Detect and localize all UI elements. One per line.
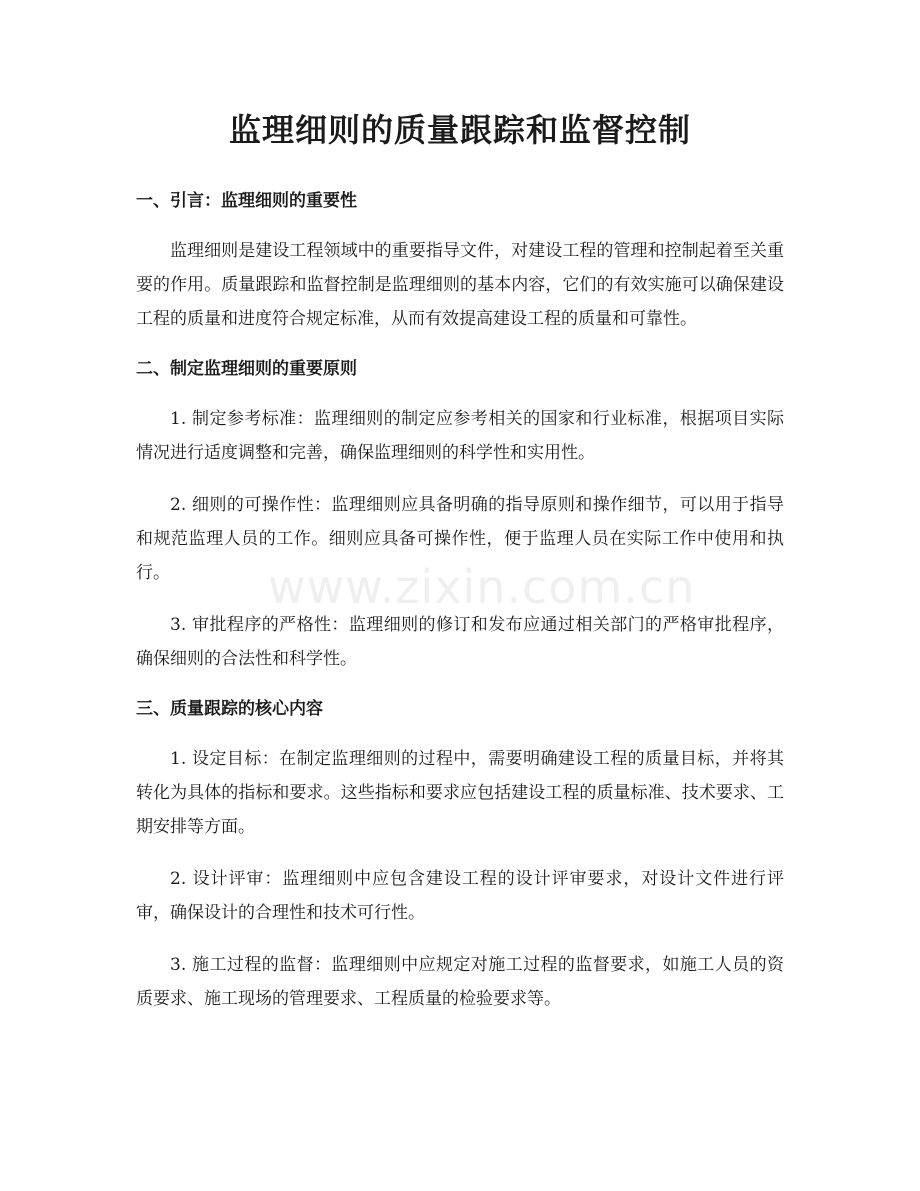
paragraph: 1. 制定参考标准：监理细则的制定应参考相关的国家和行业标准，根据项目实际情况进行适度调整和完善，确保监理细则的科学性和实用性。 (136, 409, 784, 463)
section-quality-tracking (136, 694, 784, 1016)
paragraph: 3. 审批程序的严格性：监理细则的修订和发布应通过相关部门的严格审批程序，确保细则的合法性和科学性。 (136, 615, 784, 669)
paragraph: 1. 设定目标：在制定监理细则的过程中，需要明确建设工程的质量目标，并将其转化为具体的指标和要求。这些指标和要求应包括建设工程的质量标准、技术要求、工期安排等方面。 (136, 749, 784, 837)
paragraph: 2. 设计评审：监理细则中应包含建设工程的设计评审要求，对设计文件进行评审，确保设计的合理性和技术可行性。 (136, 869, 784, 923)
section-heading: 二、制定监理细则的重要原则 (136, 359, 357, 379)
document-title: 监理细则的质量跟踪和监督控制 (228, 111, 691, 149)
document-body (136, 186, 784, 1034)
watermark: www.zixin.com.cn (268, 560, 696, 614)
paragraph: 2. 细则的可操作性：监理细则应具备明确的指导原则和操作细节，可以用于指导和规范监理人员的工作。细则应具备可操作性，便于监理人员在实际工作中使用和执行。 (136, 495, 784, 583)
section-principles (136, 354, 784, 676)
paragraph: 监理细则是建设工程领域中的重要指导文件，对建设工程的管理和控制起着至关重要的作用。质量跟踪和监督控制是监理细则的基本内容，它们的有效实施可以确保建设工程的质量和进度符合规定标准，从而有效提高建设工程的质量和可靠性。 (136, 241, 784, 329)
section-heading: 三、质量跟踪的核心内容 (136, 699, 323, 719)
paragraph: 3. 施工过程的监督：监理细则中应规定对施工过程的监督要求，如施工人员的资质要求、施工现场的管理要求、工程质量的检验要求等。 (136, 955, 784, 1009)
section-introduction (136, 186, 784, 336)
section-heading: 一、引言：监理细则的重要性 (136, 191, 357, 211)
